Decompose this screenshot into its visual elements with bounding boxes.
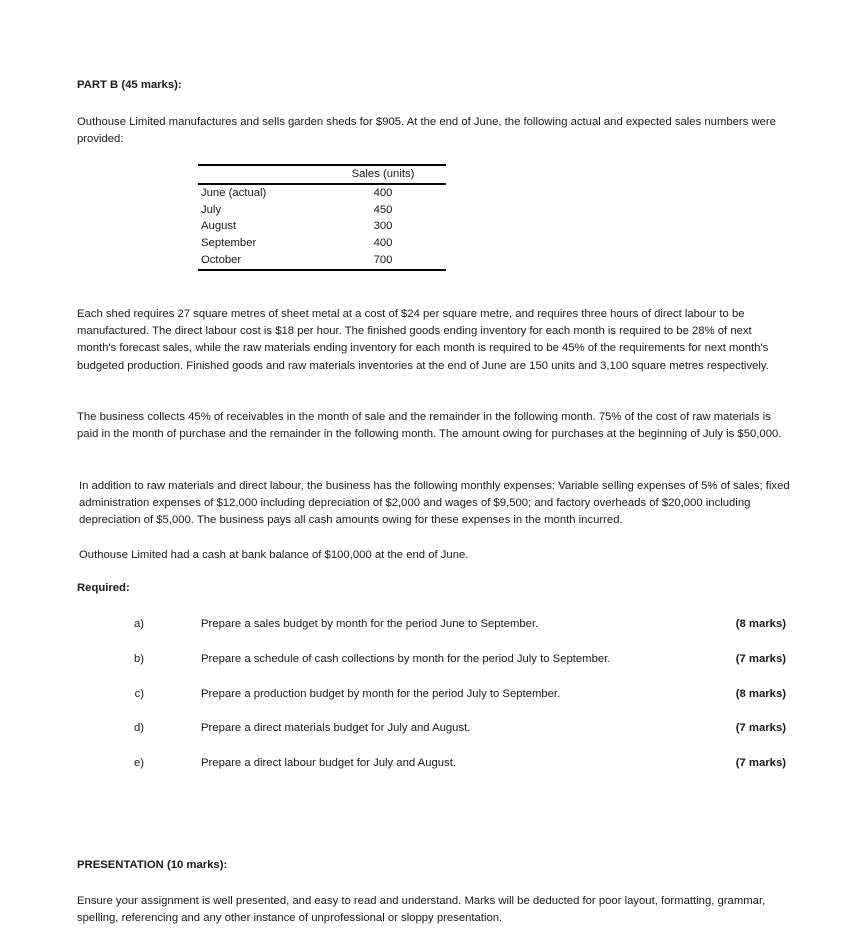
units-cell: 400 (373, 237, 393, 250)
requirement-c (0, 686, 864, 703)
units-cell: 400 (373, 186, 393, 199)
month-cell: June (actual) (201, 186, 267, 199)
units-cell: 700 (320, 252, 446, 270)
requirement-letter: b) (133, 653, 144, 665)
required-label: Required: (77, 582, 130, 594)
requirement-marks: (7 marks) (735, 757, 786, 769)
requirement-letter: e) (133, 757, 144, 769)
units-cell: 300 (373, 220, 393, 233)
sales-units-header: Sales (units) (320, 165, 446, 184)
requirement-marks: (7 marks) (735, 722, 786, 734)
collections-paragraph: The business collects 45% of receivables in the month of sale and the remainder in the following month. 75% of the cost of raw materials is paid in the month of purchase and the remainder in the following month. The amount owing for purchases at the beginning of July is $50,000. (77, 411, 782, 441)
requirement-letter: a) (133, 618, 144, 630)
requirement-letter: d) (133, 722, 144, 734)
units-cell: 450 (373, 203, 393, 216)
month-cell: October (198, 252, 320, 270)
requirement-marks: (7 marks) (735, 653, 786, 665)
requirement-marks: (8 marks) (735, 688, 786, 700)
table-row (198, 235, 446, 252)
table-row (198, 202, 446, 219)
requirement-text: Prepare a production budget by month for the period July to September. (201, 688, 561, 700)
month-cell: August (201, 220, 237, 233)
sales-table (198, 164, 446, 271)
requirement-letter: c) (134, 688, 144, 700)
presentation-paragraph: Ensure your assignment is well presented, and easy to read and understand. Marks will be deducted for poor layout, formatting, grammar, spelling, referencing and any other instance of unprofessional or sloppy presentation. (77, 895, 766, 925)
materials-labour-paragraph: Each shed requires 27 square metres of sheet metal at a cost of $24 per square metre, and requires three hours of direct labour to be manufactured. The direct labour cost is $18 per hour. The finished goods ending inventory for each month is required to be 28% of next month's forecast sales, while the raw materials ending inventory for each month is required to be 45% of the requirements for next month's budgeted production. Finished goods and raw materials inventories at the end of June are 150 units and 3,100 square metres respectively. (77, 308, 769, 372)
part-b-heading: PART B (45 marks): (77, 79, 182, 91)
table-row (198, 252, 446, 270)
requirement-text: Prepare a direct labour budget for July and August. (201, 757, 456, 769)
month-column-header (198, 165, 320, 184)
requirement-b (0, 651, 864, 668)
table-row (198, 184, 446, 202)
requirement-text: Prepare a sales budget by month for the period June to September. (201, 618, 539, 630)
month-cell: September (201, 237, 257, 250)
intro-paragraph: Outhouse Limited manufactures and sells garden sheds for $905. At the end of June, the following actual and expected sales numbers were provided: (77, 116, 776, 146)
cash-balance-paragraph: Outhouse Limited had a cash at bank balance of $100,000 at the end of June. (79, 549, 469, 561)
requirement-text: Prepare a direct materials budget for July and August. (201, 722, 471, 734)
requirement-text: Prepare a schedule of cash collections by month for the period July to September. (201, 653, 611, 665)
requirement-marks: (8 marks) (735, 618, 786, 630)
sales-table-header-row (198, 165, 446, 184)
month-cell: July (201, 203, 222, 216)
requirement-e (0, 755, 864, 772)
requirement-d (0, 720, 864, 737)
expenses-paragraph: In addition to raw materials and direct labour, the business has the following monthly expenses: Variable selling expenses of 5% of sales; fixed administration expenses of $12,000 including depreciation of $2,000 and wages of $9,500; and factory overheads of $20,000 including depreciation of $5,000. The business pays all cash amounts owing for these expenses in the month incurred. (79, 480, 790, 527)
requirement-a (0, 616, 864, 633)
table-row (198, 218, 446, 235)
presentation-heading: PRESENTATION (10 marks): (77, 859, 228, 871)
